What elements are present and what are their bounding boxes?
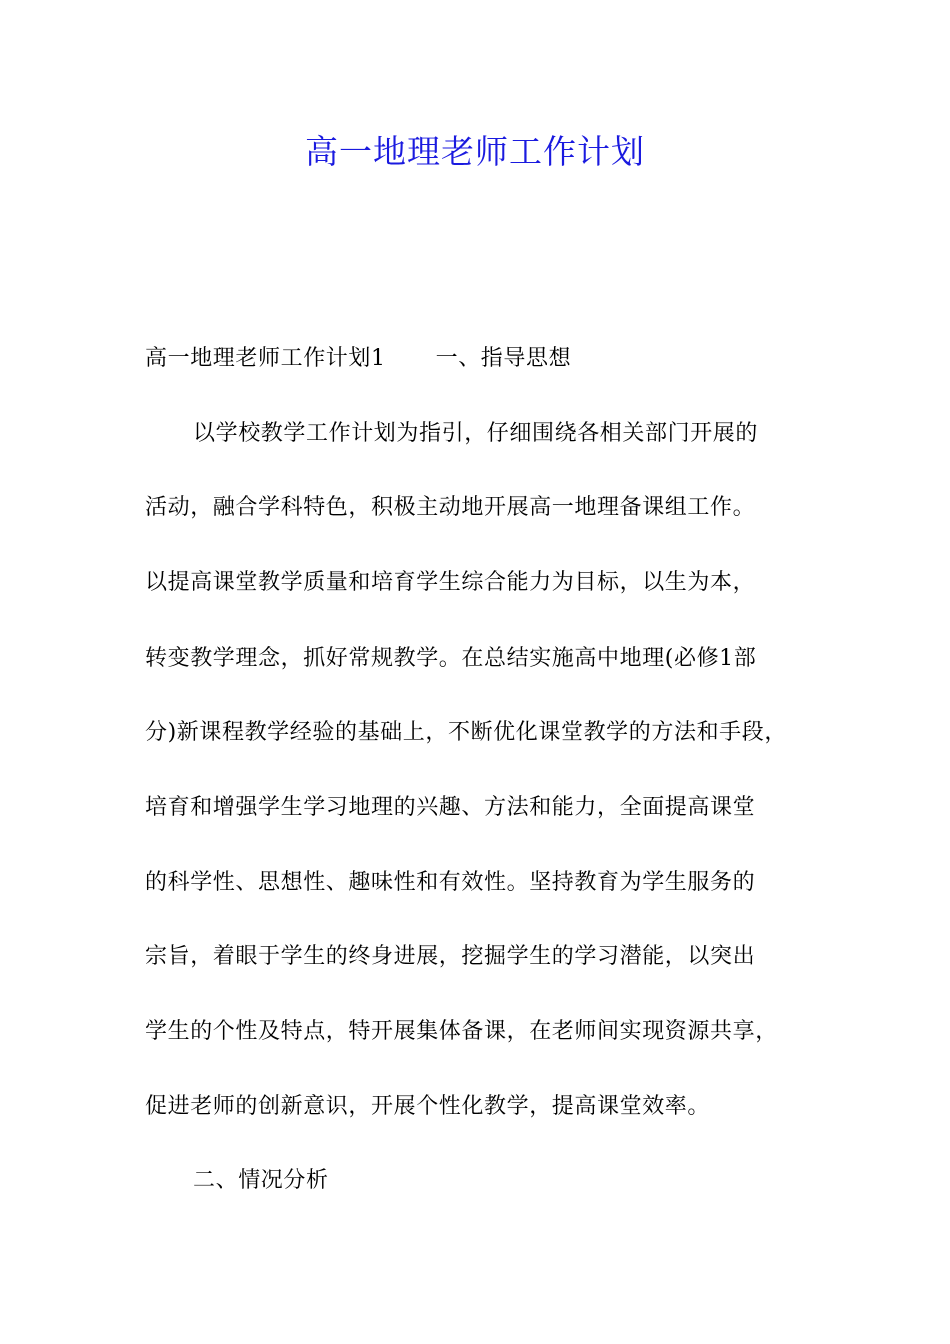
document-title: 高一地理老师工作计划 [305, 132, 645, 171]
paragraph-line: 宗旨，着眼于学生的终身进展，挖掘学生的学习潜能，以突出 [145, 944, 756, 969]
section-heading-guiding-thought: 一、指导思想 [435, 346, 572, 371]
paragraph-line: 学生的个性及特点，特开展集体备课，在老师间实现资源共享， [145, 1019, 778, 1044]
paragraph-line: 转变教学理念，抓好常规教学。在总结实施高中地理(必修1部 [145, 646, 757, 671]
paragraph-line: 分)新课程教学经验的基础上，不断优化课堂教学的方法和手段， [145, 720, 787, 745]
paragraph-line: 的科学性、思想性、趣味性和有效性。坚持教育为学生服务的 [145, 870, 756, 895]
paragraph-line: 培育和增强学生学习地理的兴趣、方法和能力，全面提高课堂 [145, 795, 756, 820]
paragraph-line: 促进老师的创新意识，开展个性化教学，提高课堂效率。 [145, 1094, 711, 1119]
paragraph-line: 活动，融合学科特色，积极主动地开展高一地理备课组工作。 [145, 495, 756, 520]
subheading: 高一地理老师工作计划1 [145, 346, 386, 371]
subheading-line [145, 344, 571, 374]
paragraph-line: 以学校教学工作计划为指引，仔细围绕各相关部门开展的 [193, 421, 759, 446]
paragraph-line: 以提高课堂教学质量和培育学生综合能力为目标，以生为本， [145, 570, 756, 595]
section-heading-situation-analysis: 二、情况分析 [193, 1168, 329, 1193]
